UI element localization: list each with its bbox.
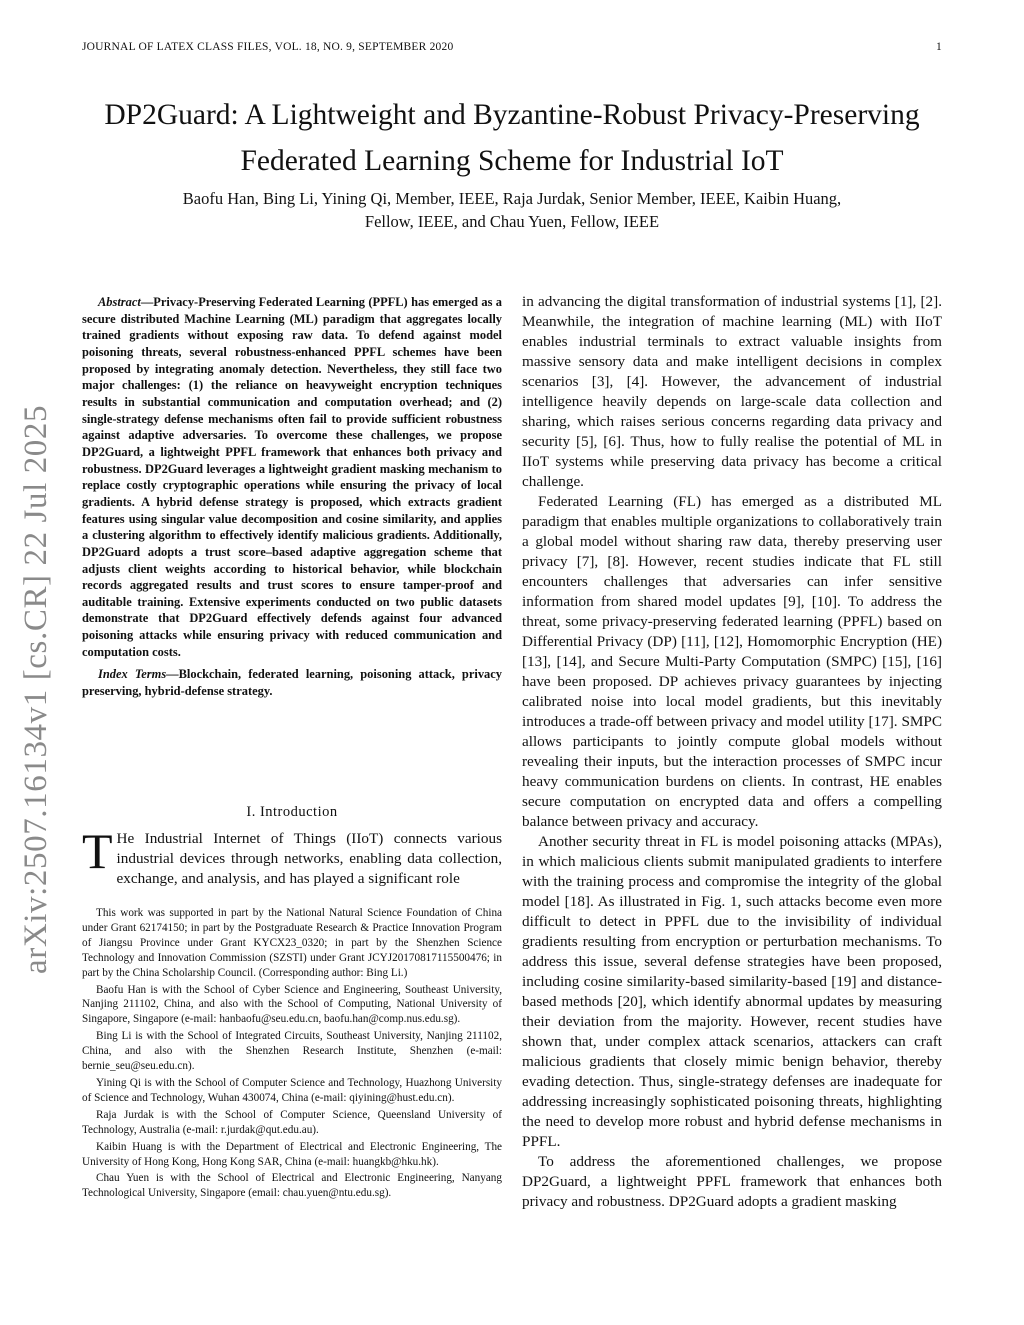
footnote-affiliation: Yining Qi is with the School of Computer Science and Technology, Huazhong University of Science and Technology, Wuhan 430074, China (e-mail: qiyining@hust.edu.cn). [82, 1076, 502, 1104]
arxiv-stamp [18, 374, 58, 974]
introduction-start [82, 823, 502, 889]
author-line-2: Fellow, IEEE, and Chau Yuen, Fellow, IEEE [364, 211, 660, 231]
body-paragraph: in advancing the digital transformation of industrial systems [1], [2]. Meanwhile, the integration of machine learning (ML) with IIoT enables industrial terminals to extract valuable insights from massive sensory data and make intelligent decisions in complex scenarios [3], [4]. However, the advancement of industrial intelligence heavily depends on large-scale data collection and sharing, which raises serious concerns regarding data privacy and security [5], [6]. Thus, how to fully realise the potential of ML in IIoT systems while preserving data privacy has become a critical challenge. [522, 293, 942, 490]
author-line-1: Baofu Han, Bing Li, Yining Qi, Member, IEEE, Raja Jurdak, Senior Member, IEEE, Kaibin Huang, [182, 189, 842, 208]
running-header: JOURNAL OF LATEX CLASS FILES, VOL. 18, NO. 9, SEPTEMBER 2020 [82, 41, 454, 53]
right-column-body [522, 292, 942, 1212]
footnote-affiliation: Bing Li is with the School of Integrated Circuits, Southeast University, Nanjing 211102, China, and also with the Shenzhen Research Institute, Shenzhen (e-mail: bernie_seu@seu.edu.cn). [82, 1030, 502, 1073]
footnote-affiliation: Baofu Han is with the School of Cyber Science and Engineering, Southeast University, Nanjing 211102, China, and also with the School of Computing, National University of Singapore, Singapore (e-mail: hanbaofu@seu.edu.cn, baofu.han@comp.nus.edu.sg). [82, 983, 502, 1026]
page-number: 1 [936, 41, 942, 53]
arxiv-identifier: arXiv:2507.16134v1 [cs.CR] 22 Jul 2025 [18, 404, 54, 974]
author-list [90, 188, 934, 233]
footnote-funding: This work was supported in part by the National Natural Science Foundation of China under Grant 62174150; in part by the Postgraduate Research & Practice Innovation Program of Jiangsu Province under Grant KYCX23_0320; in part by the Shenzhen Science Technology and Innovation Commission (SZSTI) under Grant JCYJ20170817115500476; in part by the China Scholarship Council. (Corresponding author: Bing Li.) [82, 907, 502, 979]
abstract-body: —Privacy-Preserving Federated Learning (PPFL) has emerged as a secure distributed Machine Learning (ML) paradigm that aggregates locally trained gradients without exposing raw data. To defend against model poisoning threats, several robustness-enhanced PPFL schemes have been proposed by integrating anomaly detection. Nevertheless, they still face two major challenges: (1) the reliance on heavyweight encryption techniques results in substantial communication and computation overhead; and (2) single-strategy defense mechanisms often fail to provide sufficient robustness against adaptive adversaries. To overcome these challenges, we propose DP2Guard, a lightweight PPFL framework that enhances both privacy and robustness. DP2Guard leverages a lightweight gradient masking mechanism to replace costly cryptographic operations while ensuring the privacy of local gradients. A hybrid defense strategy is proposed, which extracts gradient features using singular value decomposition and cosine similarity, and applies a clustering algorithm to effectively identify malicious gradients. Additionally, DP2Guard adopts a trust score–based adaptive aggregation scheme that adjusts client weights according to historical behavior, while blockchain records aggregated results and trust scores to ensure tamper-proof and auditable training. Extensive experiments conducted on two public datasets demonstrate that DP2Guard effectively defends against four advanced poisoning attacks while ensuring privacy with reduced communication and computation costs. [82, 295, 502, 659]
section-heading: I. Introduction [246, 804, 338, 820]
index-terms-label: Index Terms [98, 667, 167, 682]
footnotes [82, 906, 502, 1203]
index-terms-body: —Blockchain, federated learning, poisoning attack, privacy preserving, hybrid-defense strategy. [82, 667, 503, 699]
footnote-affiliation: Raja Jurdak is with the School of Computer Science, Queensland University of Technology, Australia (e-mail: r.jurdak@qut.edu.au). [82, 1108, 502, 1136]
paper-title: DP2Guard: A Lightweight and Byzantine-Robust Privacy-Preserving Federated Learning Scheme for Industrial IoT [104, 99, 920, 177]
body-paragraph: To address the aforementioned challenges, we propose DP2Guard, a lightweight PPFL framework that enhances both privacy and robustness. DP2Guard adopts a gradient masking [522, 1153, 942, 1210]
footnote-affiliation: Kaibin Huang is with the Department of Electrical and Electronic Engineering, The University of Hong Kong, Hong Kong SAR, China (e-mail: huangkb@hku.hk). [82, 1140, 502, 1168]
abstract-label: Abstract [98, 295, 141, 309]
footnote-affiliation: Chau Yuen is with the School of Electrical and Electronic Engineering, Nanyang Technological University, Singapore (email: chau.yuen@ntu.edu.sg). [82, 1172, 502, 1200]
body-paragraph: Another security threat in FL is model poisoning attacks (MPAs), in which malicious clients submit manipulated gradients to interfere with the training process and compromise the integrity of the global model [18]. As illustrated in Fig. 1, such attacks become even more difficult to detect in PPFL due to the invisibility of individual gradients resulting from encryption or perturbation mechanisms. To address this issue, several defense strategies have been proposed, including cosine similarity-based similarity-based [19] and distance-based methods [20], which identify abnormal updates by measuring their deviation from the majority. However, recent studies have shown that, under complex attack scenarios, attackers can craft malicious gradients that closely mimic benign behavior, thereby evading detection. Thus, single-strategy defenses are inadequate for addressing increasingly sophisticated poisoning threats, highlighting the need to develop more robust and hybrid defense mechanisms in PPFL. [522, 833, 942, 1150]
abstract [82, 294, 502, 700]
body-paragraph: Federated Learning (FL) has emerged as a distributed ML paradigm that enables multiple organizations to collaboratively train a global model without sharing raw data, thereby preserving user privacy [7], [8]. However, recent studies indicate that FL still encounters challenges that adversaries can infer sensitive information from shared model updates [9], [10]. To address the threat, some privacy-preserving federated learning (PPFL) based on Differential Privacy (DP) [11], [12], Homomorphic Encryption (HE) [13], [14], and Secure Multi-Party Computation (SMPC) [15], [16] have been proposed. DP achieves privacy guarantees by injecting calibrated noise into local model gradients, but this inevitably introduces a trade-off between privacy and model utility [17]. SMPC allows participants to jointly compute global models without revealing their inputs, but the interaction processes of SMPC incur heavy communication burdens on clients. In contrast, HE enables secure computation on encrypted data and offers a compelling balance between privacy and accuracy. [522, 493, 942, 830]
intro-text: He Industrial Internet of Things (IIoT) connects various industrial devices through networks, enabling data collection, exchange, and analysis, and has played a significant role [116, 830, 502, 887]
drop-cap: T [82, 823, 113, 879]
